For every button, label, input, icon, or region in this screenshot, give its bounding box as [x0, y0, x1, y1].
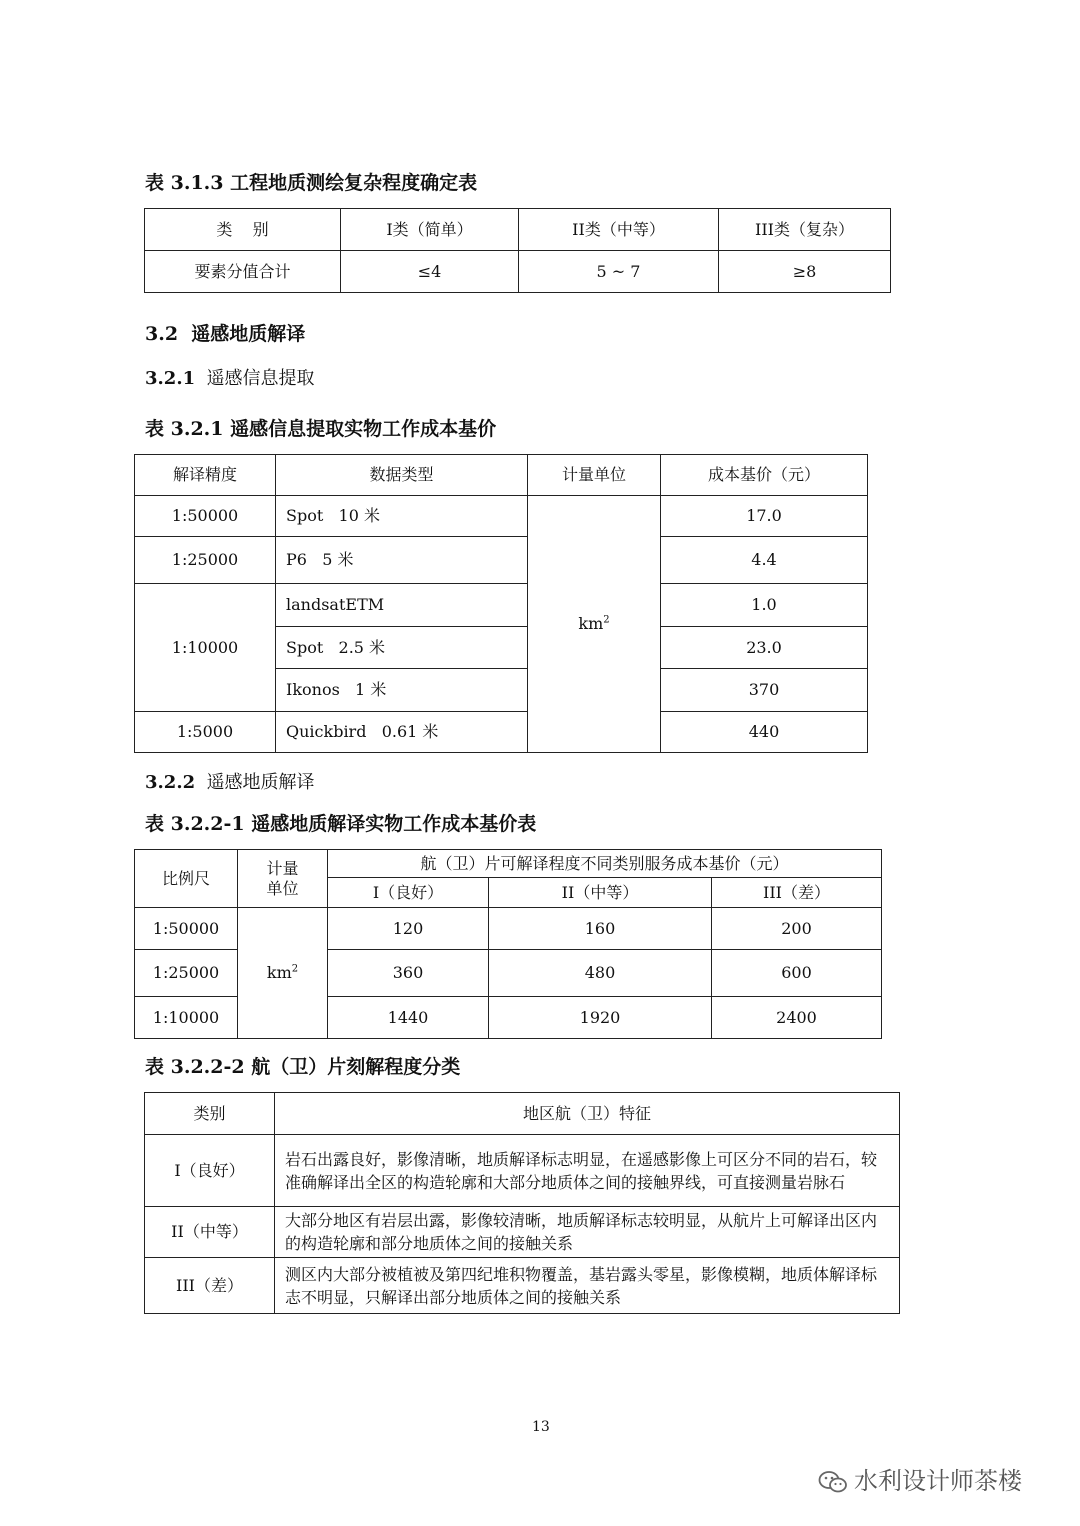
table-3221-scale: 1:10000 [135, 997, 238, 1039]
table-3221-cell: 120 [328, 908, 489, 950]
table-3222-category: I（良好） [145, 1135, 275, 1207]
table-321-type: P6 5 米 [276, 537, 528, 584]
watermark-text: 水利设计师茶楼 [854, 1467, 1022, 1495]
table-321-title: 表 3.2.1 遥感信息提取实物工作成本基价 [145, 418, 497, 440]
table-313-cell: 5 ~ 7 [519, 251, 719, 293]
table-321-type: Ikonos 1 米 [276, 669, 528, 712]
table-3221-title: 表 3.2.2-1 遥感地质解译实物工作成本基价表 [145, 813, 537, 835]
table-321-header: 解译精度 [135, 455, 276, 496]
unit-superscript: 2 [603, 615, 610, 627]
table-321-price: 4.4 [661, 537, 868, 584]
table-3221 [134, 849, 882, 1039]
watermark [818, 1461, 1022, 1496]
section-32-heading [145, 319, 305, 346]
table-3221-cell: 360 [328, 950, 489, 997]
table-313-header: III类（复杂） [719, 209, 891, 251]
table-3221-header-group: 航（卫）片可解译程度不同类别服务成本基价（元） [328, 850, 882, 878]
table-3222-category: III（差） [145, 1258, 275, 1314]
page-number: 13 [532, 1419, 550, 1435]
table-3221-cell: 160 [489, 908, 712, 950]
table-3221-header-scale: 比例尺 [135, 850, 238, 908]
table-321-precision: 1:10000 [135, 584, 276, 712]
table-3222-header: 地区航（卫）特征 [275, 1093, 900, 1135]
table-321-price: 440 [661, 712, 868, 753]
section-number: 3.2 [145, 323, 179, 345]
table-3222-header: 类别 [145, 1093, 275, 1135]
table-313-header: II类（中等） [519, 209, 719, 251]
table-3221-header-cat: II（中等） [489, 878, 712, 908]
wechat-icon [818, 1470, 848, 1494]
table-313 [144, 208, 891, 293]
table-3221-cell: 600 [712, 950, 882, 997]
table-321-unit [528, 496, 661, 753]
table-3222-category: II（中等） [145, 1207, 275, 1258]
table-313-header: 类 别 [145, 209, 341, 251]
table-3221-cell: 1440 [328, 997, 489, 1039]
section-title: 遥感信息提取 [206, 368, 315, 389]
table-3221-cell: 1920 [489, 997, 712, 1039]
table-3221-cell: 480 [489, 950, 712, 997]
table-321-price: 1.0 [661, 584, 868, 627]
table-3221-cell: 200 [712, 908, 882, 950]
table-3222-title: 表 3.2.2-2 航（卫）片刻解程度分类 [145, 1056, 461, 1078]
unit-text: km [578, 614, 604, 634]
table-3222-description: 岩石出露良好，影像清晰，地质解译标志明显，在遥感影像上可区分不同的岩石，较准确解译出全区的构造轮廓和大部分地质体之间的接触界线，可直接测量岩脉石 [275, 1135, 900, 1207]
section-321-heading [145, 364, 315, 390]
table-313-header: I类（简单） [341, 209, 519, 251]
section-number: 3.2.2 [145, 772, 196, 793]
table-3221-unit [238, 908, 328, 1039]
table-321 [134, 454, 868, 753]
table-3221-header-unit: 计量 单位 [238, 850, 328, 908]
table-321-price: 370 [661, 669, 868, 712]
table-3222-description: 大部分地区有岩层出露，影像较清晰，地质解译标志较明显，从航片上可解译出区内的构造轮廓和部分地质体之间的接触关系 [275, 1207, 900, 1258]
table-3221-scale: 1:25000 [135, 950, 238, 997]
table-313-title: 表 3.1.3 工程地质测绘复杂程度确定表 [145, 172, 478, 194]
section-title: 遥感地质解译 [206, 772, 315, 793]
table-3221-cell: 2400 [712, 997, 882, 1039]
table-321-price: 17.0 [661, 496, 868, 537]
table-313-cell: ≤4 [341, 251, 519, 293]
table-321-precision: 1:50000 [135, 496, 276, 537]
table-3221-header-cat: I（良好） [328, 878, 489, 908]
table-313-cell: ≥8 [719, 251, 891, 293]
section-322-heading [145, 768, 315, 794]
table-321-header: 数据类型 [276, 455, 528, 496]
table-3222 [144, 1092, 900, 1314]
table-321-header: 计量单位 [528, 455, 661, 496]
unit-superscript: 2 [291, 964, 299, 976]
table-321-type: Spot 2.5 米 [276, 627, 528, 669]
table-321-precision: 1:5000 [135, 712, 276, 753]
table-321-header: 成本基价（元） [661, 455, 868, 496]
table-321-price: 23.0 [661, 627, 868, 669]
table-321-type: Quickbird 0.61 米 [276, 712, 528, 753]
table-3221-scale: 1:50000 [135, 908, 238, 950]
table-321-type: Spot 10 米 [276, 496, 528, 537]
table-3221-header-cat: III（差） [712, 878, 882, 908]
section-title: 遥感地质解译 [191, 323, 306, 345]
table-321-precision: 1:25000 [135, 537, 276, 584]
section-number: 3.2.1 [145, 368, 196, 389]
table-321-type: landsatETM [276, 584, 528, 627]
unit-text: km [266, 963, 292, 983]
table-3222-description: 测区内大部分被植被及第四纪堆积物覆盖，基岩露头零星，影像模糊，地质体解译标志不明显，只解译出部分地质体之间的接触关系 [275, 1258, 900, 1314]
table-313-cell: 要素分值合计 [145, 251, 341, 293]
